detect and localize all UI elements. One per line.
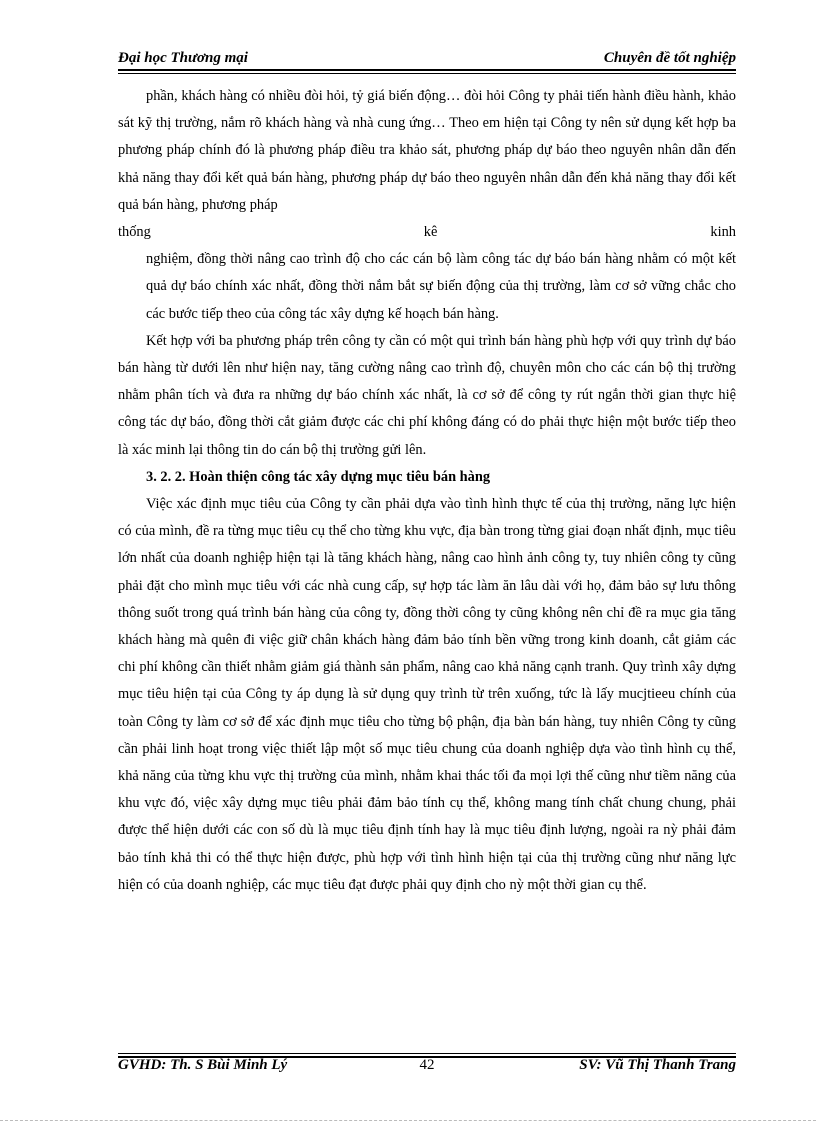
header-rule xyxy=(118,69,736,71)
page-break-line xyxy=(0,1120,816,1121)
footer-rule-thin xyxy=(118,1053,736,1054)
section-heading: 3. 2. 2. Hoàn thiện công tác xây dựng mục tiêu bán hàng xyxy=(146,468,491,485)
paragraph-1-spread-line: thống kê kinh xyxy=(118,224,736,241)
footer-student: SV: Vũ Thị Thanh Trang xyxy=(579,1057,736,1073)
header-document-type: Chuyên đề tốt nghiệp xyxy=(603,50,736,66)
paragraph-1: phần, khách hàng có nhiều đòi hỏi, tỷ giá biến động… đòi hỏi Công ty phải tiến hành điều hành, khảo sát kỹ thị trường, nắm rõ khách hàng và nhà cung ứng… Theo em hiện tại Công ty nên sử dụng kết hợp ba phương pháp chính đó là phương pháp điều tra khảo sát, phương pháp dự báo theo nguyên nhân dẫn đến khả năng thay đổi kết quả bán hàng, phương pháp dự báo theo nguyên nhân dẫn đến khả năng thay đổi kết quả bán hàng, phương pháp xyxy=(118,88,736,213)
paragraph-2: Kết hợp với ba phương pháp trên công ty cần có một qui trình bán hàng phù hợp với quy trình dự báo bán hàng từ dưới lên như hiện nay, tăng cường nâng cao trình độ, chuyên môn cho các cán bộ thị trường nhằm phân tích và đưa ra những dự báo chính xác nhất, là cơ sở để công ty rút ngắn thời gian thực hiệ công tác dự báo, đồng thời cắt giảm được các chi phí không đáng có do phải thực hiện một bước tiếp theo là xác minh lại thông tin do cán bộ thị trường gửi lên. xyxy=(118,332,736,458)
page-body xyxy=(118,83,736,899)
page-number: 42 xyxy=(419,1057,435,1073)
header-university: Đại học Thương mại xyxy=(118,50,248,66)
page-header xyxy=(118,50,736,67)
paragraph-3: Việc xác định mục tiêu của Công ty cần phải dựa vào tình hình thực tế của thị trường, năng lực hiện có của mình, đề ra từng mục tiêu cụ thể cho từng khu vực, địa bàn trong từng giai đoạn nhất định, mục tiêu lớn nhất của doanh nghiệp hiện tại là tăng khách hàng, nâng cao hình ảnh công ty, tuy nhiên công ty cũng phải đặt cho mình mục tiêu với các nhà cung cấp, sự hợp tác làm ăn lâu dài với họ, đảm bảo sự lưu thông thông suốt trong quá trình bán hàng của công ty, đồng thời công ty cũng không nên chỉ đề ra mục gia tăng khách hàng mà quên đi việc giữ chân khách hàng đảm bảo tính bền vững trong kinh doanh, cắt giảm các chi phí không cần thiết nhằm giảm giá thành sản phẩm, nâng cao khả năng cạnh tranh. Quy trình xây dựng mục tiêu hiện tại của Công ty áp dụng là sử dụng quy trình từ trên xuống, tức là lấy mucjtieeu chính của toàn Công ty làm cơ sở để xác định mục tiêu cho từng bộ phận, địa bàn bán hàng, tuy nhiên Công ty cũng cần phải linh hoạt trong việc thiết lập một số mục tiêu chung của doanh nghiệp dựa vào tình hình cụ thể, khả năng của từng khu vực thị trường của mình, nhằm khai thác tối đa mọi lợi thế cũng như tiềm năng của khu vực đó, việc xây dựng mục tiêu phải đảm bảo tính cụ thể, không mang tính chất chung chung, phải được thể hiện dưới các con số dù là mục tiêu định tính hay là mục tiêu định lượng, ngoài ra nỳ phải đảm bảo tính khả thi có thể thực hiện được, phù hợp với tình hình hiện tại của thị trường cũng như năng lực hiện có của doanh nghiệp, các mục tiêu đạt được phải quy định cho nỳ một thời gian cụ thể. xyxy=(118,496,736,893)
paragraph-1-continued: nghiệm, đồng thời nâng cao trình độ cho các cán bộ làm công tác dự báo bán hàng nhằm có một kết quả dự báo chính xác nhất, đồng thời nắm bắt sự biến động của thị trường, làm cơ sở vững chắc cho các bước tiếp theo của công tác xây dựng kế hoạch bán hàng. xyxy=(146,251,736,322)
header-rule-thin xyxy=(118,73,736,74)
page-footer xyxy=(118,1056,736,1078)
footer-supervisor: GVHD: Th. S Bùi Minh Lý xyxy=(118,1057,288,1073)
